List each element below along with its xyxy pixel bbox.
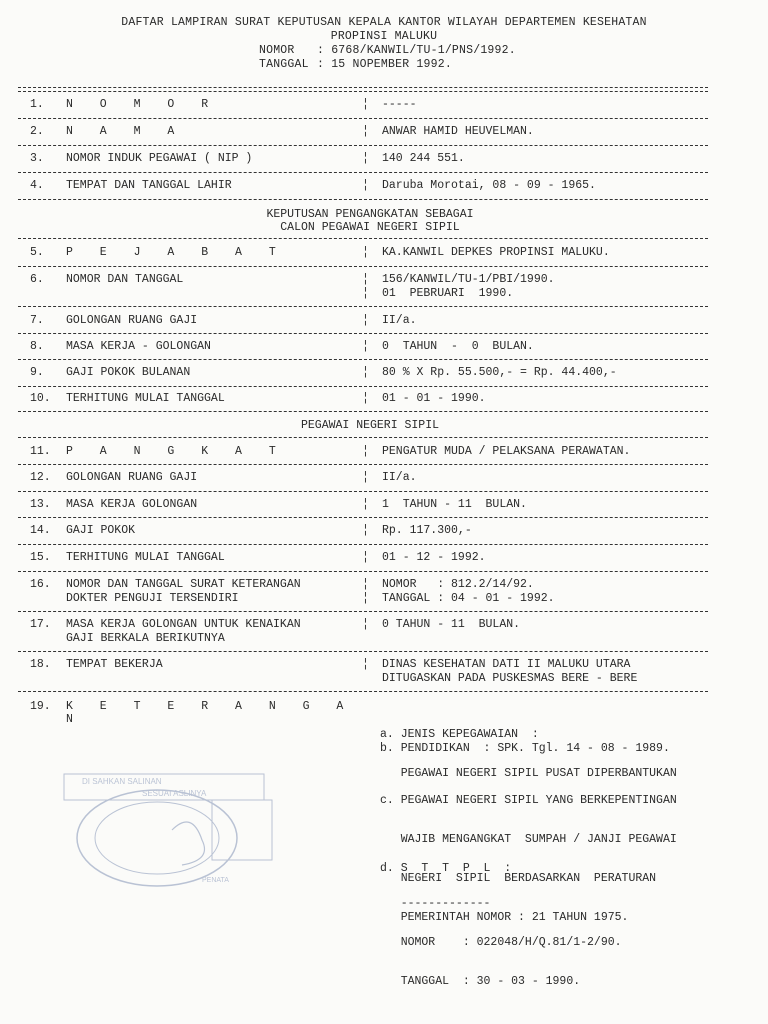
- row-divider: [18, 411, 708, 412]
- document-header: [0, 16, 768, 72]
- double-divider: [18, 87, 708, 92]
- row-divider: [18, 359, 708, 360]
- row-divider: [18, 691, 708, 692]
- header-province: PROPINSI MALUKU: [330, 30, 438, 43]
- row-divider: [18, 333, 708, 334]
- note-b: b. PENDIDIKAN : SPK. Tgl. 14 - 08 - 1989.: [380, 742, 670, 755]
- row-divider: [18, 544, 708, 545]
- row-divider: [18, 199, 708, 200]
- row-divider: [18, 517, 708, 518]
- row-divider: [18, 172, 708, 173]
- stamp-icon: [62, 770, 292, 890]
- row-divider: [18, 306, 708, 307]
- official-stamp: [62, 770, 292, 890]
- stamp-text-3: PENATA: [202, 877, 229, 884]
- stamp-text-1: DI SAHKAN SALINAN: [82, 777, 162, 786]
- row-divider: [18, 266, 708, 267]
- row-divider: [18, 611, 708, 612]
- section-heading-cpns: KEPUTUSAN PENGANGKATAN SEBAGAI CALON PEGAWAI NEGERI SIPIL: [266, 208, 474, 234]
- row-divider: [18, 145, 708, 146]
- note-a: a. JENIS KEPEGAWAIAN : PEGAWAI NEGERI SIPIL PUSAT DIPERBANTUKAN: [380, 728, 677, 780]
- row-divider: [18, 118, 708, 119]
- row-divider: [18, 386, 708, 387]
- header-title: DAFTAR LAMPIRAN SURAT KEPUTUSAN KEPALA KANTOR WILAYAH DEPARTEMEN KESEHATAN: [121, 16, 647, 29]
- row-divider: [18, 571, 708, 572]
- stamp-text-2: SESUAI ASLINYA: [142, 789, 207, 798]
- header-tanggal: TANGGAL : 15 NOPEMBER 1992.: [259, 58, 452, 71]
- row-divider: [18, 651, 708, 652]
- note-d: d. S T T P L : ------------- NOMOR : 022048/H/Q.81/1-2/90. TANGGAL : 30 - 03 - 1990.: [380, 862, 622, 988]
- row-divider: [18, 491, 708, 492]
- header-nomor: NOMOR : 6768/KANWIL/TU-1/PNS/1992.: [259, 44, 516, 57]
- row-divider: [18, 238, 708, 239]
- row-divider: [18, 437, 708, 438]
- section-heading-pns: PEGAWAI NEGERI SIPIL: [300, 419, 440, 432]
- note-c: c. PEGAWAI NEGERI SIPIL YANG BERKEPENTINGAN WAJIB MENGANGKAT SUMPAH / JANJI PEGAWAI NEGERI SIPIL BERDASARKAN PERATURAN PEMERINTAH NOMOR : 21 TAHUN 1975.: [380, 794, 677, 924]
- row-divider: [18, 464, 708, 465]
